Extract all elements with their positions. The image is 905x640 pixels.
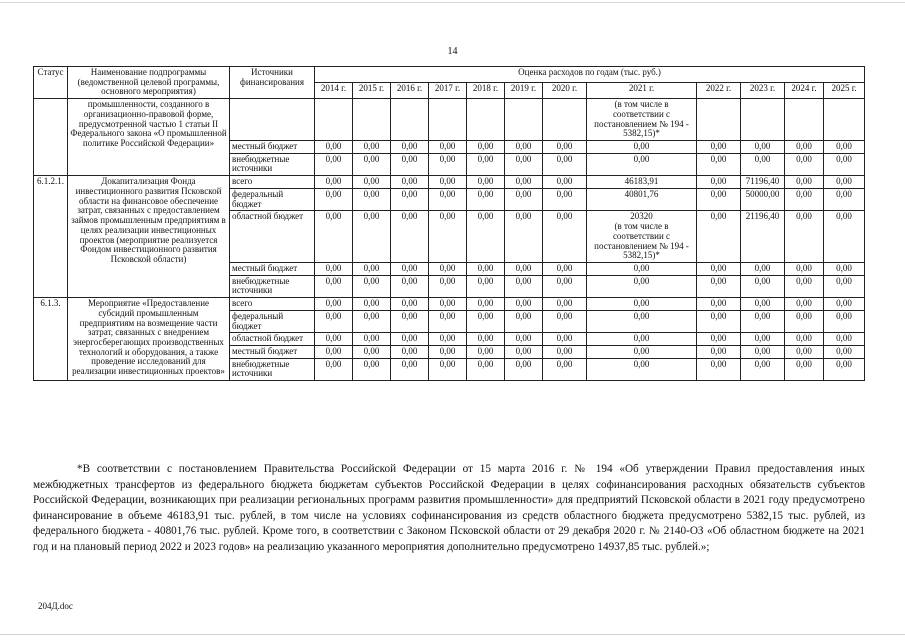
value-cell: 0,00 [315,211,353,263]
value-cell: 0,00 [587,275,697,297]
value-cell: 0,00 [315,188,353,210]
table-row [34,298,865,311]
document-code: 204Д.doc [38,601,73,611]
value-cell: 0,00 [543,310,587,332]
value-cell [824,99,865,141]
value-cell: 0,00 [391,262,429,275]
funding-source: местный бюджет [230,345,315,358]
header-year: 2025 г. [824,83,865,99]
value-cell: 0,00 [429,141,467,154]
value-cell: 0,00 [785,310,824,332]
value-cell: 0,00 [543,275,587,297]
value-cell [543,99,587,141]
value-cell: 0,00 [587,358,697,380]
value-cell: 0,00 [505,275,543,297]
value-cell: 0,00 [785,358,824,380]
funding-source: внебюджетные источники [230,153,315,175]
value-cell: 0,00 [467,345,505,358]
value-cell: 0,00 [391,310,429,332]
value-cell: 0,00 [697,153,741,175]
value-cell: 0,00 [391,358,429,380]
value-cell: 0,00 [697,358,741,380]
value-cell: 0,00 [467,358,505,380]
value-cell: 40801,76 [587,188,697,210]
value-cell: 0,00 [824,188,865,210]
value-cell: 0,00 [741,310,785,332]
value-cell: 0,00 [785,262,824,275]
value-cell: 0,00 [467,275,505,297]
value-cell: 0,00 [543,345,587,358]
value-cell [391,99,429,141]
value-cell: 21196,40 [741,211,785,263]
header-year: 2021 г. [587,83,697,99]
value-cell: 0,00 [353,333,391,346]
value-cell: 0,00 [315,176,353,189]
header-expense-group: Оценка расходов по годам (тыс. руб.) [315,67,865,83]
header-year: 2015 г. [353,83,391,99]
value-cell: 0,00 [391,298,429,311]
value-cell: 0,00 [353,310,391,332]
value-cell: 0,00 [429,358,467,380]
value-cell: 0,00 [429,333,467,346]
value-cell: 0,00 [543,153,587,175]
value-cell: 0,00 [353,262,391,275]
value-cell: 0,00 [824,211,865,263]
value-cell: 50000,00 [741,188,785,210]
funding-source: внебюджетные источники [230,358,315,380]
value-cell: 0,00 [467,188,505,210]
funding-source: всего [230,298,315,311]
value-cell [315,99,353,141]
value-cell: 0,00 [741,298,785,311]
value-cell: 46183,91 [587,176,697,189]
header-sources: Источники финансирования [230,67,315,99]
footnote [33,462,865,556]
value-cell: 0,00 [391,153,429,175]
scan-bottom-edge [0,634,905,635]
value-cell: 0,00 [353,211,391,263]
value-cell: 0,00 [824,310,865,332]
value-cell: 0,00 [697,262,741,275]
funding-source: областной бюджет [230,333,315,346]
budget-table [33,66,865,381]
value-cell: 0,00 [353,141,391,154]
value-cell: 0,00 [587,141,697,154]
value-cell: 0,00 [391,211,429,263]
value-cell: 0,00 [315,345,353,358]
value-cell: 0,00 [467,262,505,275]
value-cell [467,99,505,141]
value-cell: 0,00 [543,333,587,346]
measure-name: Докапитализация Фонда инвестиционного развития Псковской области на финансовое обеспечение затрат, связанных с предоставлением займов промышленным предприятиям в целях реализации инвестиционных проектов (мероприятие реализуется Фондом инвестиционного развития Псковской области) [68,176,230,298]
value-cell [429,99,467,141]
value-cell: 0,00 [785,345,824,358]
value-cell: 0,00 [543,358,587,380]
page-number: 14 [447,46,458,57]
value-cell: 0,00 [543,176,587,189]
value-cell: 0,00 [543,298,587,311]
value-cell: 0,00 [785,188,824,210]
scan-top-edge [0,2,905,3]
value-cell: 0,00 [543,211,587,263]
header-year: 2022 г. [697,83,741,99]
header-year: 2017 г. [429,83,467,99]
table-header [34,67,865,99]
value-cell: 0,00 [741,358,785,380]
value-cell: 0,00 [741,153,785,175]
value-cell [785,99,824,141]
status-code [34,99,68,176]
value-cell: 0,00 [741,262,785,275]
value-cell [741,99,785,141]
value-cell: 0,00 [505,345,543,358]
value-cell: 0,00 [741,275,785,297]
value-cell: 0,00 [543,262,587,275]
value-cell: 0,00 [391,333,429,346]
value-cell: 0,00 [785,333,824,346]
value-cell: 0,00 [315,358,353,380]
value-cell: 0,00 [429,262,467,275]
value-cell: 0,00 [587,153,697,175]
funding-source: всего [230,176,315,189]
header-year: 2014 г. [315,83,353,99]
value-cell: 0,00 [505,141,543,154]
value-cell: 0,00 [697,298,741,311]
value-cell: 0,00 [315,333,353,346]
value-cell: 0,00 [353,176,391,189]
value-cell: 0,00 [697,188,741,210]
value-cell: 0,00 [467,153,505,175]
value-cell: 0,00 [391,275,429,297]
value-cell: 0,00 [697,176,741,189]
value-cell: 0,00 [697,211,741,263]
value-cell: 0,00 [697,275,741,297]
value-cell: 0,00 [353,275,391,297]
value-cell: 0,00 [587,345,697,358]
value-cell: 0,00 [824,262,865,275]
value-cell: 0,00 [785,141,824,154]
value-cell: 71196,40 [741,176,785,189]
value-cell: 0,00 [505,333,543,346]
header-year: 2016 г. [391,83,429,99]
value-cell: 0,00 [824,358,865,380]
value-cell: 0,00 [315,275,353,297]
value-cell: 0,00 [741,141,785,154]
funding-source: областной бюджет [230,211,315,263]
value-cell: 0,00 [505,298,543,311]
value-cell: 0,00 [741,333,785,346]
funding-source: федеральный бюджет [230,310,315,332]
header-name: Наименование подпрограммы (ведомственной целевой программы, основного мероприятия) [68,67,230,99]
value-cell: 0,00 [505,176,543,189]
value-cell: 0,00 [824,153,865,175]
value-cell: 0,00 [785,275,824,297]
value-cell: 0,00 [587,298,697,311]
table-body [34,99,865,381]
measure-name: Мероприятие «Предоставление субсидий промышленным предприятиям на возмещение части затрат, связанных с внедрением энергосберегающих производственных технологий и оборудования, а также проведение исследований для реализации инвестиционных проектов» [68,298,230,381]
value-cell: 0,00 [315,310,353,332]
funding-source: федеральный бюджет [230,188,315,210]
value-cell: 0,00 [353,345,391,358]
value-cell: 0,00 [315,262,353,275]
value-cell: 0,00 [429,211,467,263]
header-year: 2023 г. [741,83,785,99]
value-cell: 0,00 [741,345,785,358]
value-cell: 0,00 [429,176,467,189]
funding-source: местный бюджет [230,141,315,154]
value-cell: 0,00 [505,188,543,210]
value-cell: 0,00 [353,153,391,175]
value-cell: 0,00 [391,176,429,189]
value-cell: 0,00 [543,188,587,210]
footnote-text: *В соответствии с постановлением Правительства Российской Федерации от 15 марта 2016 г. № 194 «Об утверждении Правил предоставления иных межбюджетных трансфертов из федерального бюджета бюджетам субъектов Российской Федерации в целях софинансирования расходных обязательств субъектов Российской Федерации, возникающих при реализации региональных программ развития промышленности» для предприятий Псковской области в 2021 году предусмотрено финансирование в объеме 46183,91 тыс. рублей, в том числе на условиях софинансирования из средств областного бюджета предусмотрено 5382,15 тыс. рублей, из федерального бюджета - 40801,76 тыс. рублей. Кроме того, в соответствии с Законом Псковской области от 29 декабря 2020 г. № 2140-ОЗ «Об областном бюджете на 2021 год и на плановый период 2022 и 2023 годов» на реализацию указанного мероприятия дополнительно предусмотрено 14937,85 тыс. рублей.»; [33,463,865,553]
value-cell: 0,00 [785,211,824,263]
value-cell: 0,00 [505,358,543,380]
header-year: 2019 г. [505,83,543,99]
value-cell: 0,00 [429,188,467,210]
value-cell: 0,00 [315,298,353,311]
header-year: 2018 г. [467,83,505,99]
value-cell [697,99,741,141]
value-cell: 0,00 [785,153,824,175]
value-cell: (в том числе в соответствии с постановлением № 194 - 5382,15)* [587,99,697,141]
table-row [34,176,865,189]
value-cell [505,99,543,141]
value-cell: 0,00 [353,298,391,311]
value-cell: 0,00 [824,275,865,297]
value-cell: 0,00 [467,298,505,311]
value-cell: 0,00 [467,333,505,346]
value-cell: 0,00 [543,141,587,154]
funding-source: местный бюджет [230,262,315,275]
status-code: 6.1.3. [34,298,68,381]
value-cell: 0,00 [315,141,353,154]
value-cell: 0,00 [785,298,824,311]
value-cell: 0,00 [429,310,467,332]
value-cell: 0,00 [429,275,467,297]
value-cell: 0,00 [315,153,353,175]
value-cell: 0,00 [824,345,865,358]
value-cell: 20320 (в том числе в соответствии с постановлением № 194 - 5382,15)* [587,211,697,263]
value-cell: 0,00 [697,345,741,358]
value-cell: 0,00 [824,176,865,189]
measure-name: промышленности, созданного в организационно-правовой форме, предусмотренной частью 1 статьи II Федерального закона «О промышленной политике Российской Федерации» [68,99,230,176]
value-cell: 0,00 [353,188,391,210]
value-cell: 0,00 [505,262,543,275]
value-cell: 0,00 [785,176,824,189]
value-cell: 0,00 [429,298,467,311]
header-status: Статус [34,67,68,99]
value-cell: 0,00 [587,262,697,275]
value-cell: 0,00 [391,188,429,210]
value-cell [353,99,391,141]
value-cell: 0,00 [587,333,697,346]
value-cell: 0,00 [391,141,429,154]
value-cell: 0,00 [824,333,865,346]
value-cell: 0,00 [353,358,391,380]
value-cell: 0,00 [391,345,429,358]
value-cell: 0,00 [467,141,505,154]
value-cell: 0,00 [587,310,697,332]
value-cell: 0,00 [467,310,505,332]
value-cell: 0,00 [429,153,467,175]
value-cell: 0,00 [429,345,467,358]
value-cell: 0,00 [697,141,741,154]
table-row [34,99,865,141]
value-cell: 0,00 [824,298,865,311]
funding-source: внебюджетные источники [230,275,315,297]
value-cell: 0,00 [505,153,543,175]
value-cell: 0,00 [697,333,741,346]
header-year: 2024 г. [785,83,824,99]
status-code: 6.1.2.1. [34,176,68,298]
value-cell: 0,00 [467,176,505,189]
value-cell: 0,00 [505,211,543,263]
value-cell: 0,00 [824,141,865,154]
value-cell: 0,00 [467,211,505,263]
header-year: 2020 г. [543,83,587,99]
value-cell: 0,00 [505,310,543,332]
funding-source [230,99,315,141]
value-cell: 0,00 [697,310,741,332]
